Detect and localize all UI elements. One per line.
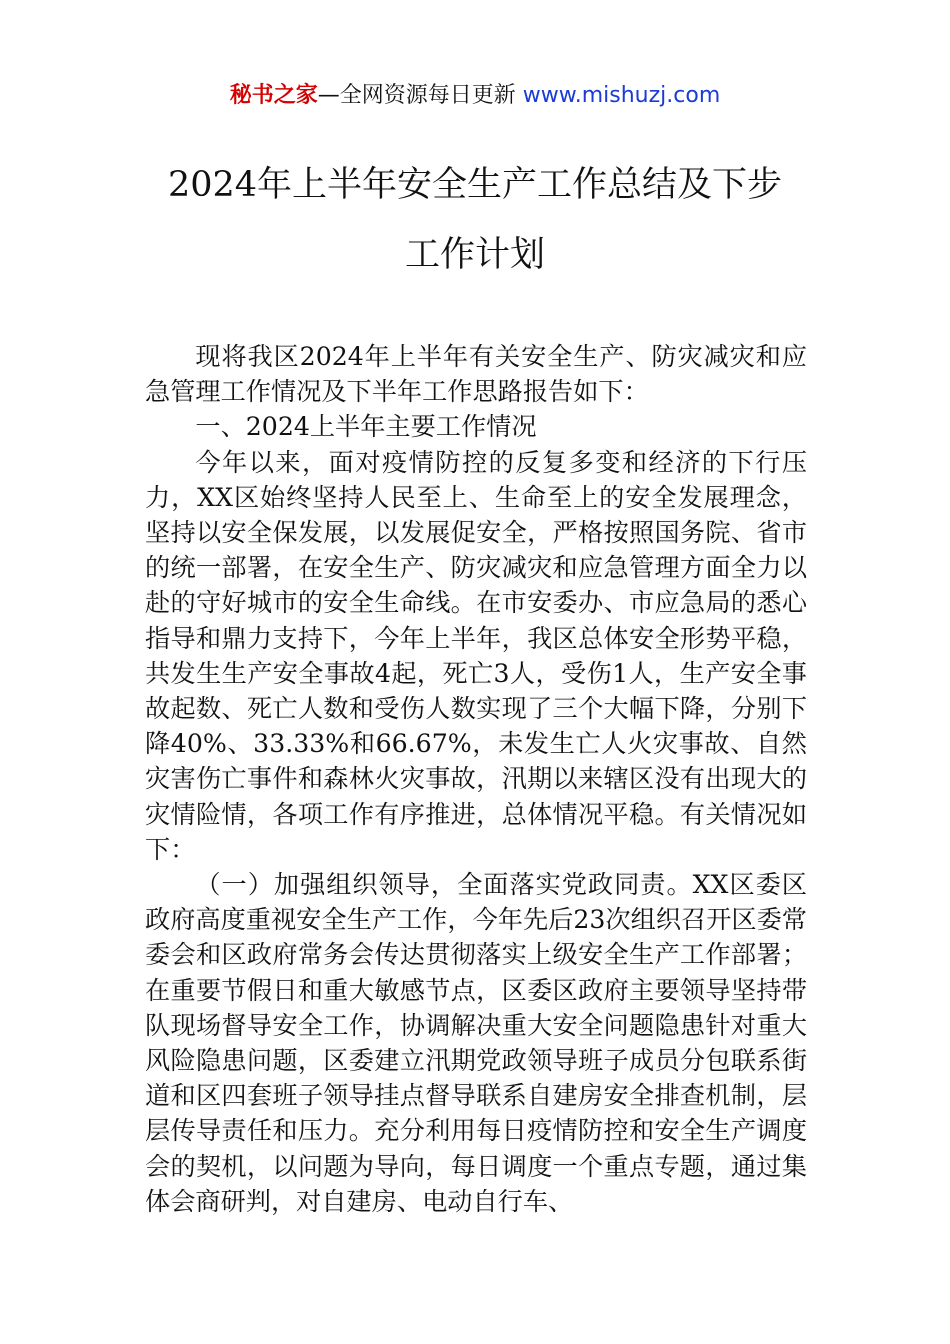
subsection-paragraph-1: （一）加强组织领导，全面落实党政同责。XX区委区政府高度重视安全生产工作，今年先后23次组织召开区委常委会和区政府常务会传达贯彻落实上级安全生产工作部署；在重要节假日和重大敏感节点，区委区政府主要领导坚持带队现场督导安全工作，协调解决重大安全问题隐患针对重大风险隐患问题，区委建立汛期党政领导班子成员分包联系街道和区四套班子领导挂点督导联系自建房安全排查机制，层层传导责任和压力。充分利用每日疫情防控和安全生产调度会的契机，以问题为导向，每日调度一个重点专题，通过集体会商研判，对自建房、电动自行车、 (145, 870, 807, 1216)
body-paragraph: 今年以来，面对疫情防控的反复多变和经济的下行压力，XX区始终坚持人民至上、生命至上的安全发展理念，坚持以安全保发展，以发展促安全，严格按照国务院、省市的统一部署，在安全生产、防灾减灾和应急管理方面全力以赴的守好城市的安全生命线。在市安委办、市应急局的悉心指导和鼎力支持下，今年上半年，我区总体安全形势平稳，共发生生产安全事故4起，死亡3人，受伤1人，生产安全事故起数、死亡人数和受伤人数实现了三个大幅下降，分别下降40%、33.33%和66.67%，未发生亡人火灾事故、自然灾害伤亡事件和森林火灾事故，汛期以来辖区没有出现大的灾情险情，各项工作有序推进，总体情况平稳。有关情况如下： (145, 447, 807, 864)
site-tagline: —全网资源每日更新 (317, 83, 516, 108)
site-url-link[interactable]: www.mishuzj.com (522, 83, 721, 108)
document-body (145, 339, 807, 1219)
document-title-line-2: 工作计划 (404, 235, 545, 275)
site-header (0, 78, 950, 114)
document-title-line-1: 2024年上半年安全生产工作总结及下步 (167, 165, 783, 205)
section-heading-1: 一、2024上半年主要工作情况 (195, 412, 537, 442)
site-brand: 秘书之家 (229, 83, 318, 108)
document-title (100, 150, 850, 290)
intro-paragraph: 现将我区2024年上半年有关安全生产、防灾减灾和应急管理工作情况及下半年工作思路报告如下： (145, 342, 807, 407)
